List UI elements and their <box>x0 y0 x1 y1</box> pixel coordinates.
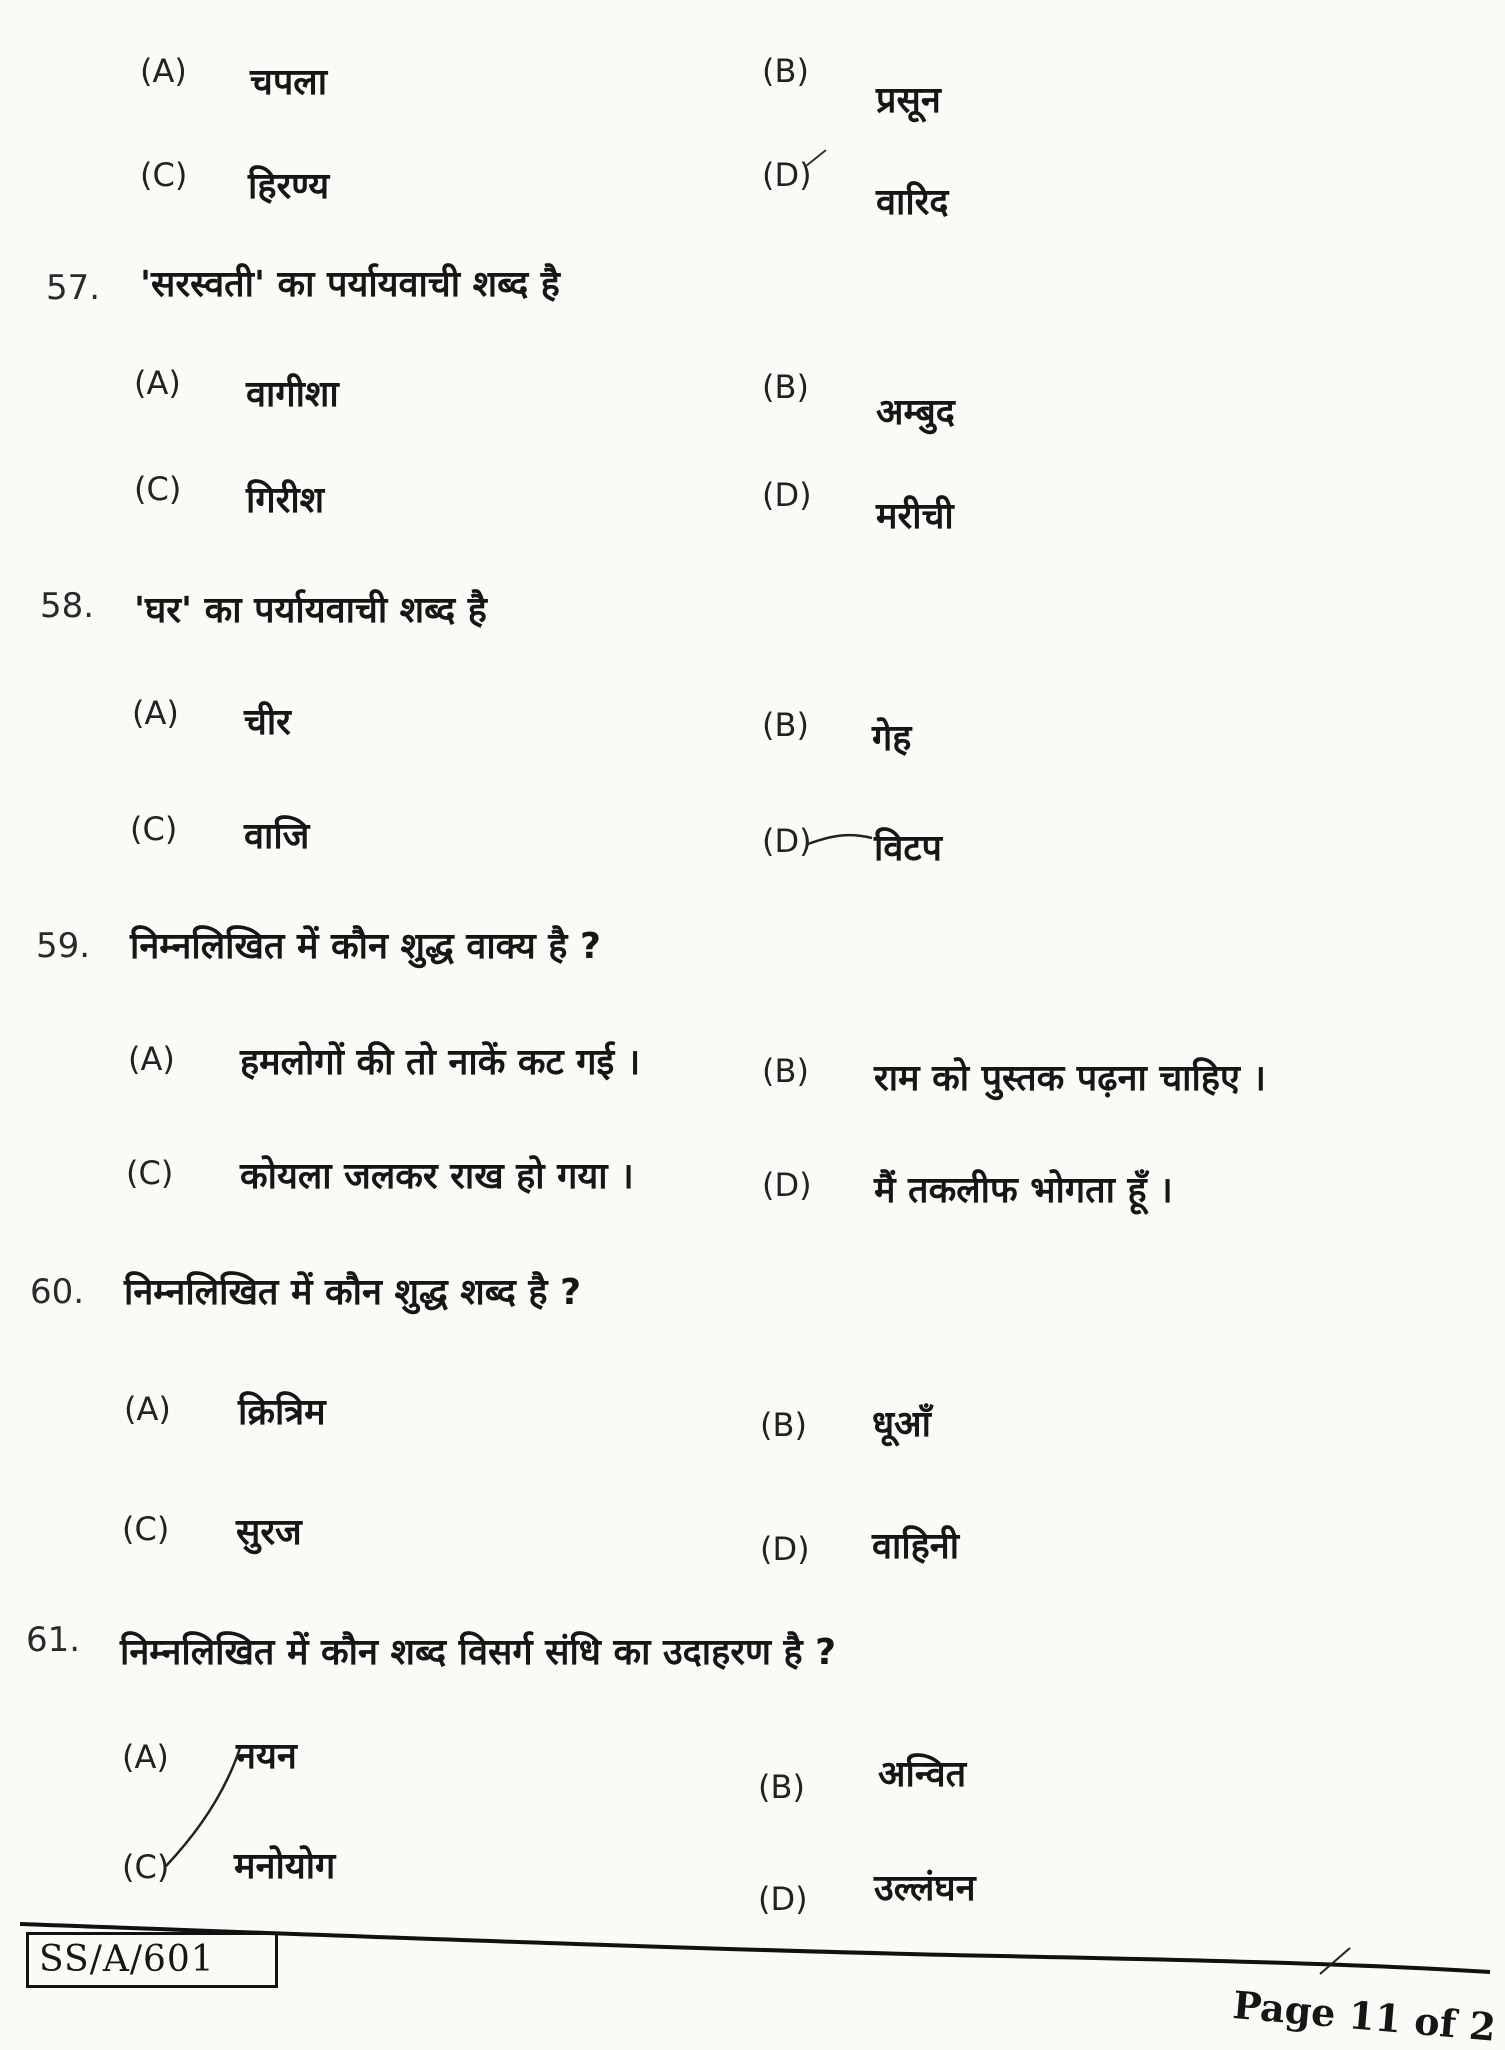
option-label: (C) <box>134 470 182 508</box>
option-text: हमलोगों की तो नाकें कट गई । <box>240 1042 641 1083</box>
option-label: (C) <box>126 1154 174 1192</box>
option-text: गिरीश <box>246 480 325 521</box>
option-label: (C) <box>130 810 178 848</box>
option-text: विटप <box>874 828 942 869</box>
option-label: (B) <box>760 1406 807 1444</box>
option-label: (D) <box>762 476 812 514</box>
option-label: (A) <box>122 1738 169 1776</box>
option-text: उल्लंघन <box>874 1868 976 1909</box>
answer-tick-mark <box>808 835 872 844</box>
option-text: मनोयोग <box>234 1846 336 1887</box>
option-text: वाजि <box>244 816 310 857</box>
option-label: (B) <box>762 52 809 90</box>
option-text: अम्बुद <box>876 392 955 433</box>
option-text: चीर <box>244 702 291 743</box>
option-text: नयन <box>236 1736 297 1777</box>
option-label: (D) <box>758 1880 808 1918</box>
option-text: अन्वित <box>878 1754 967 1795</box>
question-text: 'सरस्वती' का पर्यायवाची शब्द है <box>140 264 560 305</box>
question-number: 60. <box>30 1272 85 1312</box>
option-label: (C) <box>122 1510 170 1548</box>
option-text: प्रसून <box>876 80 941 121</box>
paper-code: SS/A/601 <box>39 1939 215 1980</box>
option-text: क्रित्रिम <box>238 1392 326 1433</box>
question-text: 'घर' का पर्यायवाची शब्द है <box>134 590 487 631</box>
option-text: मैं तकलीफ भोगता हूँ । <box>874 1170 1173 1211</box>
option-label: (A) <box>134 364 181 402</box>
option-text: हिरण्य <box>248 166 330 207</box>
option-text: चपला <box>250 62 328 103</box>
question-number: 58. <box>40 586 95 626</box>
pen-stroke <box>1320 1948 1350 1974</box>
option-text: वागीशा <box>246 374 339 415</box>
option-text: कोयला जलकर राख हो गया । <box>240 1156 634 1197</box>
option-text: राम को पुस्तक पढ़ना चाहिए । <box>874 1058 1267 1099</box>
question-number: 57. <box>46 268 101 308</box>
answer-tick-mark <box>166 1748 240 1866</box>
option-label: (C) <box>140 156 188 194</box>
option-text: धूआँ <box>872 1404 931 1445</box>
option-label: (A) <box>124 1390 171 1428</box>
option-label: (A) <box>128 1040 175 1078</box>
option-label: (D) <box>762 156 812 194</box>
option-label: (A) <box>132 694 179 732</box>
paper-code-box <box>26 1932 278 1988</box>
option-text: वाहिनी <box>872 1526 960 1567</box>
option-text: सुरज <box>236 1512 302 1553</box>
option-label: (A) <box>140 52 187 90</box>
option-label: (B) <box>762 1052 809 1090</box>
question-text: निम्नलिखित में कौन शुद्ध शब्द है ? <box>124 1272 581 1313</box>
question-number: 59. <box>36 926 91 966</box>
option-label: (C) <box>122 1848 170 1886</box>
question-text: निम्नलिखित में कौन शब्द विसर्ग संधि का उदाहरण है ? <box>120 1632 837 1673</box>
option-label: (B) <box>762 706 809 744</box>
option-text: गेह <box>872 718 912 759</box>
question-number: 61. <box>26 1620 81 1660</box>
option-text: वारिद <box>876 182 949 223</box>
option-label: (B) <box>762 368 809 406</box>
option-label: (B) <box>758 1768 805 1806</box>
page-number: Page 11 of 2 <box>1231 1982 1498 2050</box>
option-label: (D) <box>760 1530 810 1568</box>
option-label: (D) <box>762 1166 812 1204</box>
question-text: निम्नलिखित में कौन शुद्ध वाक्य है ? <box>130 926 601 967</box>
option-text: मरीची <box>876 496 954 537</box>
option-label: (D) <box>762 822 812 860</box>
